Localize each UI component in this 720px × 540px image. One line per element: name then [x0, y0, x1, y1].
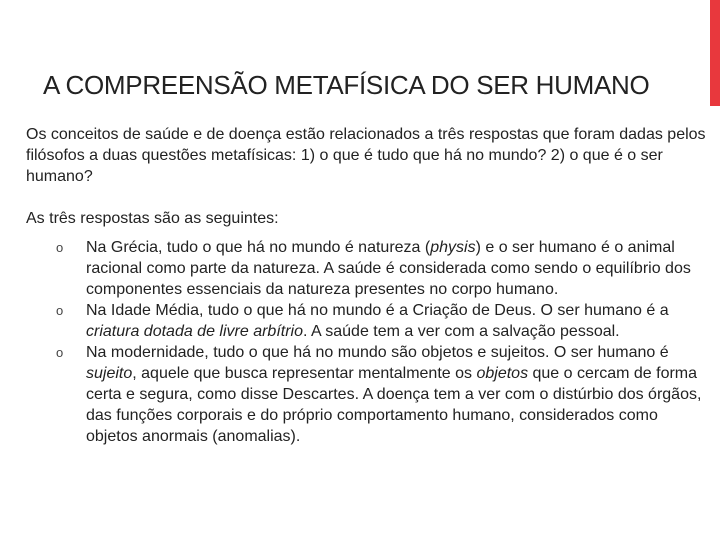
item-text: Na Grécia, tudo o que há no mundo é natureza ( [86, 239, 431, 256]
answers-list [26, 237, 710, 447]
item-emphasis: objetos [476, 365, 529, 382]
list-item [26, 237, 710, 300]
item-text: ) e o ser humano é o animal racional como parte da natureza. A saúde é considerada como sendo o equilíbrio dos componentes essenciais da natureza presentes no corpo humano. [86, 239, 691, 298]
item-emphasis: criatura dotada de livre arbítrio [86, 323, 303, 340]
item-text: Na Idade Média, tudo o que há no mundo é a Criação de Deus. O ser humano é a [86, 302, 669, 319]
list-intro: As três respostas são as seguintes: [26, 210, 279, 227]
slide-content [26, 124, 710, 447]
item-text: Na modernidade, tudo o que há no mundo são objetos e sujeitos. O ser humano é [86, 344, 669, 361]
list-item [26, 300, 710, 342]
item-emphasis: sujeito [86, 365, 133, 382]
bullet-icon: o [56, 240, 64, 255]
bullet-icon: o [56, 345, 64, 360]
item-text: . A saúde tem a ver com a salvação pessoal. [303, 323, 620, 340]
slide-title: A COMPREENSÃO METAFÍSICA DO SER HUMANO [43, 70, 650, 100]
intro-paragraph: Os conceitos de saúde e de doença estão relacionados a três respostas que foram dadas pelos filósofos a duas questões metafísicas: 1) o que é tudo que há no mundo? 2) o que é o ser humano? [26, 126, 706, 185]
item-text: , aquele que busca representar mentalmente os [132, 365, 477, 382]
list-item [26, 342, 710, 447]
bullet-icon: o [56, 303, 64, 318]
accent-bar [710, 0, 720, 106]
item-emphasis: physis [430, 239, 476, 256]
item-text: que o cercam de forma certa e segura, como disse Descartes. A doença tem a ver com o distúrbio dos órgãos, das funções corporais e do próprio comportamento humano, considerados como objetos anormais (anomalias). [86, 365, 702, 445]
